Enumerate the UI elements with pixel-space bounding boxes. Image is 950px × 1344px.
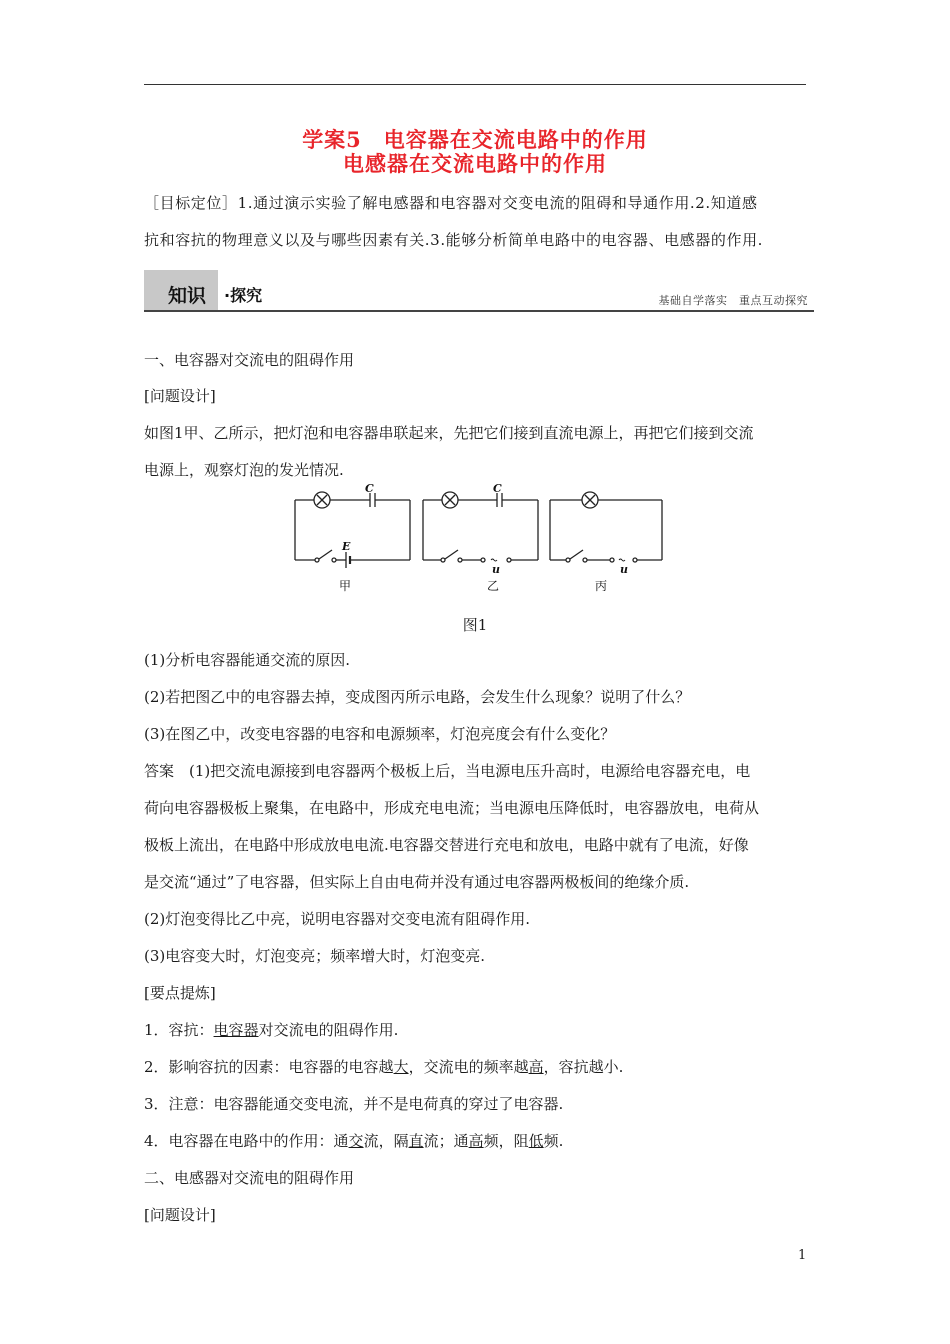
key-point-1 bbox=[144, 1020, 810, 1040]
kp1-text: 1．容抗： bbox=[144, 1021, 214, 1039]
section-1-heading: 一、电容器对交流电的阻碍作用 bbox=[144, 351, 355, 369]
goal-line-2: 抗和容抗的物理意义以及与哪些因素有关.3.能够分析简单电路中的电容器、电感器的作用. bbox=[144, 231, 764, 249]
answer-line-2: 荷向电容器极板上聚集，在电路中，形成充电电流；当电源电压降低时，电容器放电，电荷从 bbox=[144, 799, 760, 817]
banner-rule bbox=[144, 310, 814, 312]
caption-yi: 乙 bbox=[487, 579, 500, 593]
answer-2: (2)灯泡变得比乙中亮，说明电容器对交变电流有阻碍作用. bbox=[144, 910, 531, 928]
answer-3: (3)电容变大时，灯泡变亮；频率增大时，灯泡变亮. bbox=[144, 947, 486, 965]
ac-source-icon bbox=[481, 558, 485, 562]
label-capacitor: C bbox=[365, 482, 374, 495]
caption-bing: 丙 bbox=[595, 579, 608, 593]
kp4-blank-1: 交 bbox=[348, 1132, 364, 1150]
circuit-bing bbox=[550, 492, 662, 562]
ac-tilde-icon bbox=[491, 559, 497, 561]
kp4-blank-3: 高 bbox=[468, 1132, 484, 1150]
label-ac-voltage: u bbox=[492, 563, 500, 576]
circuit-figure bbox=[290, 480, 670, 600]
kp4-text-end: 频. bbox=[543, 1132, 564, 1150]
intro-line-2: 电源上，观察灯泡的发光情况. bbox=[144, 461, 344, 479]
kp1-blank: 电容器 bbox=[213, 1021, 259, 1039]
circuit-jia bbox=[295, 492, 410, 568]
header-rule bbox=[144, 84, 806, 85]
label-emf: E bbox=[342, 540, 351, 553]
switch-icon bbox=[441, 558, 445, 562]
caption-jia: 甲 bbox=[339, 579, 352, 593]
page-number: 1 bbox=[798, 1248, 807, 1263]
problem-design-label-2: [问题设计] bbox=[144, 1206, 216, 1224]
switch-icon bbox=[315, 558, 319, 562]
kp4-text-2: 流；通 bbox=[423, 1132, 469, 1150]
kp2-blank-1: 大 bbox=[393, 1058, 409, 1076]
banner-subtitle: 基础自学落实 重点互动探究 bbox=[658, 294, 808, 307]
label-capacitor: C bbox=[493, 482, 502, 495]
banner-title-suffix: ·探究 bbox=[224, 286, 263, 305]
section-banner bbox=[144, 270, 814, 312]
problem-design-label: [问题设计] bbox=[144, 387, 216, 405]
kp4-blank-2: 直 bbox=[408, 1132, 424, 1150]
kp4-text: 4．电容器在电路中的作用：通 bbox=[144, 1132, 349, 1150]
page-title: 学案5 电容器在交流电路中的作用 bbox=[302, 127, 648, 152]
kp1-text-end: 对交流电的阻碍作用. bbox=[258, 1021, 399, 1039]
kp2-text-mid: ，交流电的频率越 bbox=[408, 1058, 529, 1076]
key-point-2 bbox=[144, 1057, 810, 1077]
section-2-heading: 二、电感器对交流电的阻碍作用 bbox=[144, 1169, 355, 1187]
page-subtitle: 电感器在交流电路中的作用 bbox=[343, 151, 607, 176]
kp4-text-1: 流，隔 bbox=[363, 1132, 409, 1150]
kp4-text-3: 频，阻 bbox=[483, 1132, 529, 1150]
answer-line-4: 是交流“通过”了电容器，但实际上自由电荷并没有通过电容器两极板间的绝缘介质. bbox=[144, 873, 690, 891]
ac-tilde-icon bbox=[619, 559, 625, 561]
key-points-label: [要点提炼] bbox=[144, 984, 216, 1002]
question-1: (1)分析电容器能通交流的原因. bbox=[144, 651, 351, 669]
key-point-4 bbox=[144, 1131, 810, 1151]
ac-source-icon bbox=[610, 558, 614, 562]
kp2-text: 2．影响容抗的因素：电容器的电容越 bbox=[144, 1058, 394, 1076]
key-point-3: 3．注意：电容器能通交变电流，并不是电荷真的穿过了电容器. bbox=[144, 1095, 564, 1113]
question-2: (2)若把图乙中的电容器去掉，变成图丙所示电路，会发生什么现象？说明了什么？ bbox=[144, 688, 691, 706]
answer-line-1: 答案 (1)把交流电源接到电容器两个极板上后，当电源电压升高时，电源给电容器充电，电 bbox=[144, 762, 751, 780]
label-ac-voltage: u bbox=[620, 563, 628, 576]
kp2-text-end: ，容抗越小. bbox=[543, 1058, 624, 1076]
banner-title: 知识 bbox=[168, 285, 207, 307]
figure-title: 图1 bbox=[462, 616, 488, 634]
circuit-yi bbox=[423, 492, 538, 562]
intro-line-1: 如图1甲、乙所示，把灯泡和电容器串联起来，先把它们接到直流电源上，再把它们接到交流 bbox=[144, 424, 754, 442]
switch-icon bbox=[566, 558, 570, 562]
goal-line-1: ［目标定位］1.通过演示实验了解电感器和电容器对交变电流的阻碍和导通作用.2.知道感 bbox=[144, 194, 758, 212]
kp2-blank-2: 高 bbox=[528, 1058, 544, 1076]
answer-line-3: 极板上流出，在电路中形成放电电流.电容器交替进行充电和放电，电路中就有了电流，好像 bbox=[144, 836, 749, 854]
question-3: (3)在图乙中，改变电容器的电容和电源频率，灯泡亮度会有什么变化？ bbox=[144, 725, 616, 743]
kp4-blank-4: 低 bbox=[528, 1132, 544, 1150]
